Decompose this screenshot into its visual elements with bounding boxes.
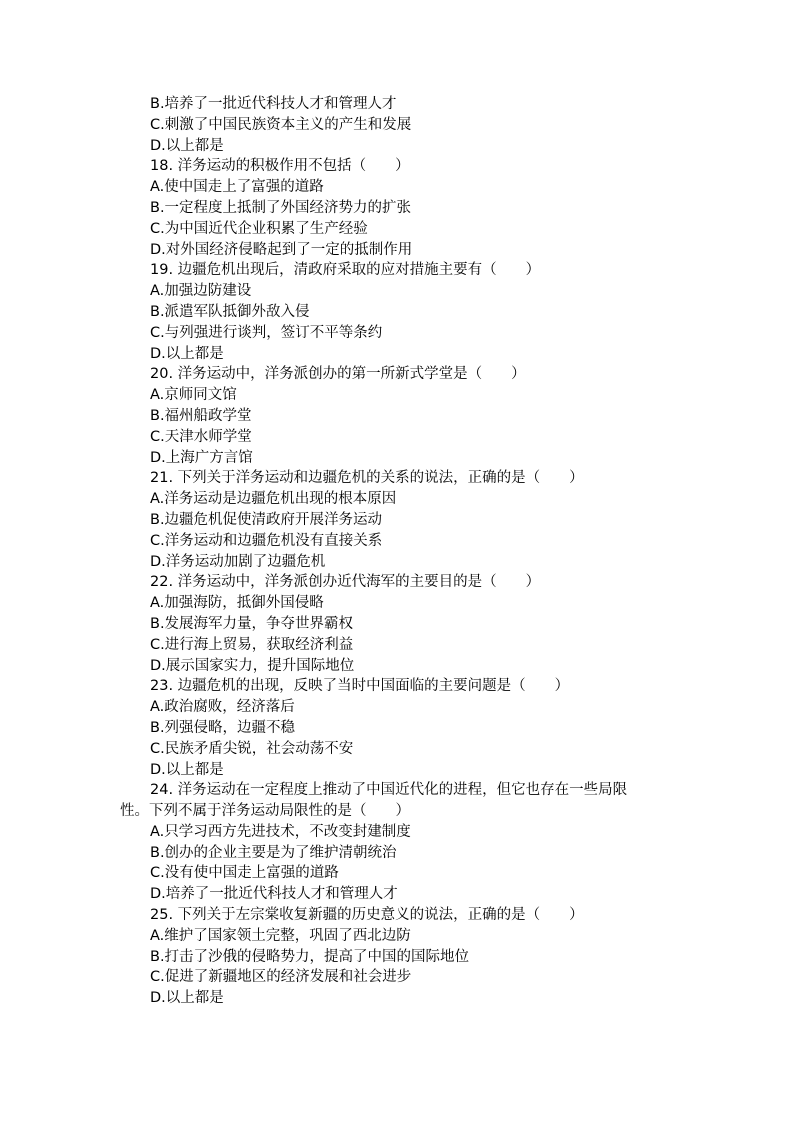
- option-line: B.一定程度上抵制了外国经济势力的扩张: [150, 199, 412, 216]
- option-line: A.京师同文馆: [150, 387, 237, 404]
- option-line: D.对外国经济侵略起到了一定的抵制作用: [150, 241, 413, 258]
- question-stem: 25. 下列关于左宗棠收复新疆的历史意义的说法，正确的是（ ）: [150, 907, 584, 924]
- question-list: [120, 94, 690, 1009]
- question-stem: 22. 洋务运动中，洋务派创办近代海军的主要目的是（ ）: [150, 574, 541, 591]
- option-line: A.加强海防，抵御外国侵略: [150, 595, 324, 612]
- option-line: A.洋务运动是边疆危机出现的根本原因: [150, 491, 397, 508]
- option-line: C.民族矛盾尖锐，社会动荡不安: [150, 740, 354, 757]
- option-line: D.展示国家实力，提升国际地位: [150, 657, 355, 674]
- question-stem: 18. 洋务运动的积极作用不包括（ ）: [150, 158, 410, 175]
- option-line: C.天津水师学堂: [150, 428, 252, 445]
- option-line: D.以上都是: [150, 137, 224, 154]
- option-line: C.促进了新疆地区的经济发展和社会进步: [150, 969, 412, 986]
- option-line: B.培养了一批近代科技人才和管理人才: [150, 96, 397, 112]
- option-line: C.与列强进行谈判，签订不平等条约: [150, 324, 383, 341]
- option-line: D.上海广方言馆: [150, 449, 253, 466]
- option-line: B.列强侵略，边疆不稳: [150, 719, 296, 736]
- option-line: B.边疆危机促使清政府开展洋务运动: [150, 511, 383, 528]
- option-line: B.发展海军力量，争夺世界霸权: [150, 615, 354, 632]
- option-line: B.福州船政学堂: [150, 407, 252, 424]
- question-stem: 24. 洋务运动在一定程度上推动了中国近代化的进程，但它也存在一些局限: [150, 782, 628, 799]
- option-line: A.政治腐败，经济落后: [150, 699, 295, 716]
- option-line: D.以上都是: [150, 345, 224, 362]
- question-stem: 19. 边疆危机出现后，清政府采取的应对措施主要有（ ）: [150, 262, 541, 279]
- question-stem: 23. 边疆危机的出现，反映了当时中国面临的主要问题是（ ）: [150, 678, 570, 695]
- question-stem: 20. 洋务运动中，洋务派创办的第一所新式学堂是（ ）: [150, 366, 526, 383]
- option-line: D.培养了一批近代科技人才和管理人才: [150, 886, 398, 903]
- option-line: C.没有使中国走上富强的道路: [150, 865, 339, 882]
- option-line: D.以上都是: [150, 761, 224, 778]
- option-line: C.洋务运动和边疆危机没有直接关系: [150, 532, 383, 549]
- option-line: C.进行海上贸易，获取经济利益: [150, 636, 354, 653]
- option-line: B.打击了沙俄的侵略势力，提高了中国的国际地位: [150, 948, 470, 965]
- question-stem: 21. 下列关于洋务运动和边疆危机的关系的说法，正确的是（ ）: [150, 470, 584, 487]
- option-line: A.维护了国家领土完整，巩固了西北边防: [150, 927, 411, 944]
- option-line: A.只学习西方先进技术，不改变封建制度: [150, 823, 411, 840]
- option-line: B.创办的企业主要是为了维护清朝统治: [150, 844, 397, 861]
- option-line: C.为中国近代企业积累了生产经验: [150, 220, 368, 237]
- option-line: D.以上都是: [150, 990, 224, 1007]
- option-line: D.洋务运动加剧了边疆危机: [150, 553, 326, 570]
- option-line: B.派遣军队抵御外敌入侵: [150, 303, 310, 320]
- option-line: A.加强边防建设: [150, 283, 252, 300]
- option-line: C.刺激了中国民族资本主义的产生和发展: [150, 116, 412, 133]
- question-stem-continued: 性。下列不属于洋务运动局限性的是（ ）: [120, 803, 410, 820]
- option-line: A.使中国走上了富强的道路: [150, 179, 324, 196]
